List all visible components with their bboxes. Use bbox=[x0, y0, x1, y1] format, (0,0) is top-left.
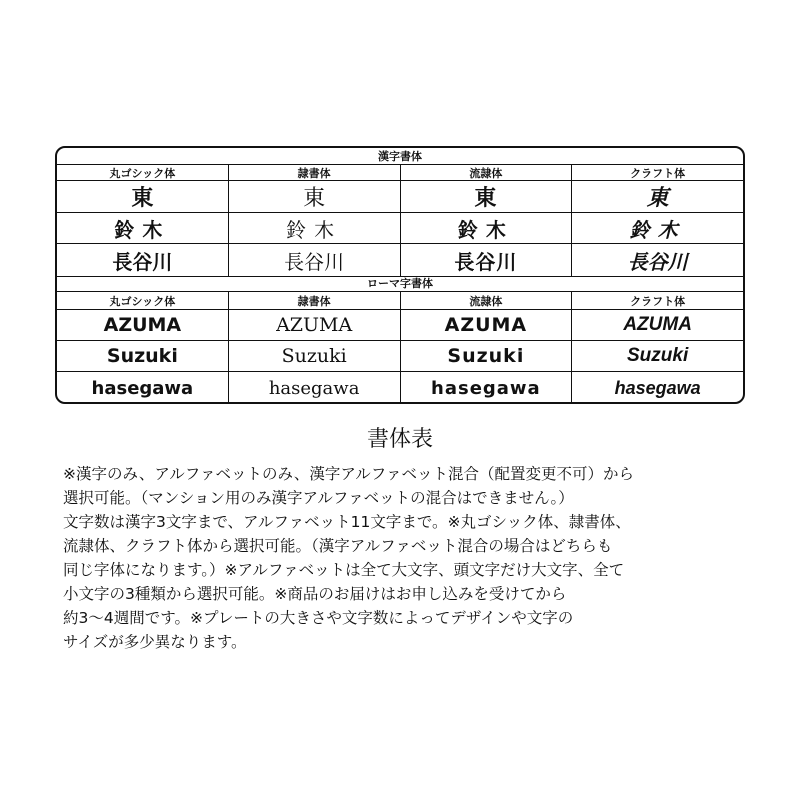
sample-cell: 鈴木 bbox=[571, 213, 743, 243]
romaji-section-title: ローマ字書体 bbox=[57, 276, 743, 292]
sample-cell: AZUMA bbox=[103, 314, 182, 336]
sample-cell: 長谷川 bbox=[400, 244, 572, 276]
kanji-header-row bbox=[57, 165, 743, 181]
sample-cell: hasegawa bbox=[400, 372, 572, 404]
sample-cell: Suzuki bbox=[106, 345, 178, 367]
kanji-row bbox=[57, 213, 743, 244]
note-line: 約3～4週間です。※プレートの大きさや文字数によってデザインや文字の bbox=[63, 609, 574, 627]
page-title: 書体表 bbox=[366, 427, 433, 452]
note-line: 文字数は漢字3文字まで、アルファベット11文字まで。※丸ゴシック体、隷書体、 bbox=[63, 513, 631, 531]
notes-text bbox=[63, 462, 753, 654]
kanji-section-title: 漢字書体 bbox=[57, 150, 743, 165]
sample-cell: AZUMA bbox=[228, 310, 400, 340]
kanji-row bbox=[57, 181, 743, 213]
sample-cell: hasegawa bbox=[571, 372, 743, 404]
sample-cell: Suzuki bbox=[400, 341, 572, 371]
sample-cell: 鈴木 bbox=[114, 217, 171, 242]
note-line: 流隷体、クラフト体から選択可能。（漢字アルファベット混合の場合はどちらも bbox=[63, 537, 613, 555]
sample-cell: 東 bbox=[228, 181, 400, 212]
sample-cell: AZUMA bbox=[571, 310, 743, 340]
font-table bbox=[55, 146, 745, 404]
font-header: クラフト体 bbox=[571, 165, 743, 180]
kanji-row bbox=[57, 244, 743, 276]
sample-cell: 東 bbox=[400, 181, 572, 212]
romaji-row bbox=[57, 310, 743, 341]
sample-cell: Suzuki bbox=[228, 341, 400, 371]
sample-cell: 東 bbox=[571, 181, 743, 212]
sample-cell: 長谷川 bbox=[228, 244, 400, 276]
sample-cell: 鈴木 bbox=[228, 213, 400, 243]
note-line: 同じ字体になります。）※アルファベットは全て大文字、頭文字だけ大文字、全て bbox=[63, 561, 625, 579]
note-line: 小文字の3種類から選択可能。※商品のお届けはお申し込みを受けてから bbox=[63, 585, 567, 603]
font-header: 流隷体 bbox=[400, 292, 572, 309]
note-line: ※漢字のみ、アルファベットのみ、漢字アルファベット混合（配置変更不可）から bbox=[63, 465, 634, 483]
romaji-row bbox=[57, 372, 743, 404]
font-header: 隷書体 bbox=[228, 292, 400, 309]
romaji-row bbox=[57, 341, 743, 372]
sample-cell: 東 bbox=[131, 186, 154, 211]
note-line: サイズが多少異なります。 bbox=[63, 633, 247, 651]
font-header: 丸ゴシック体 bbox=[109, 294, 176, 308]
font-header: 隷書体 bbox=[228, 165, 400, 180]
romaji-header-row bbox=[57, 292, 743, 310]
font-header: 丸ゴシック体 bbox=[109, 166, 176, 180]
sample-cell: Suzuki bbox=[571, 341, 743, 371]
sample-cell: 長谷川 bbox=[112, 249, 173, 274]
note-line: 選択可能。（マンション用のみ漢字アルファベットの混合はできません。） bbox=[63, 489, 574, 507]
sample-cell: 鈴木 bbox=[400, 213, 572, 243]
sample-cell: 長谷川 bbox=[571, 244, 743, 276]
sample-cell: AZUMA bbox=[400, 310, 572, 340]
sample-cell: hasegawa bbox=[228, 372, 400, 404]
sample-cell: hasegawa bbox=[91, 377, 194, 399]
font-header: 流隷体 bbox=[400, 165, 572, 180]
font-header: クラフト体 bbox=[571, 292, 743, 309]
